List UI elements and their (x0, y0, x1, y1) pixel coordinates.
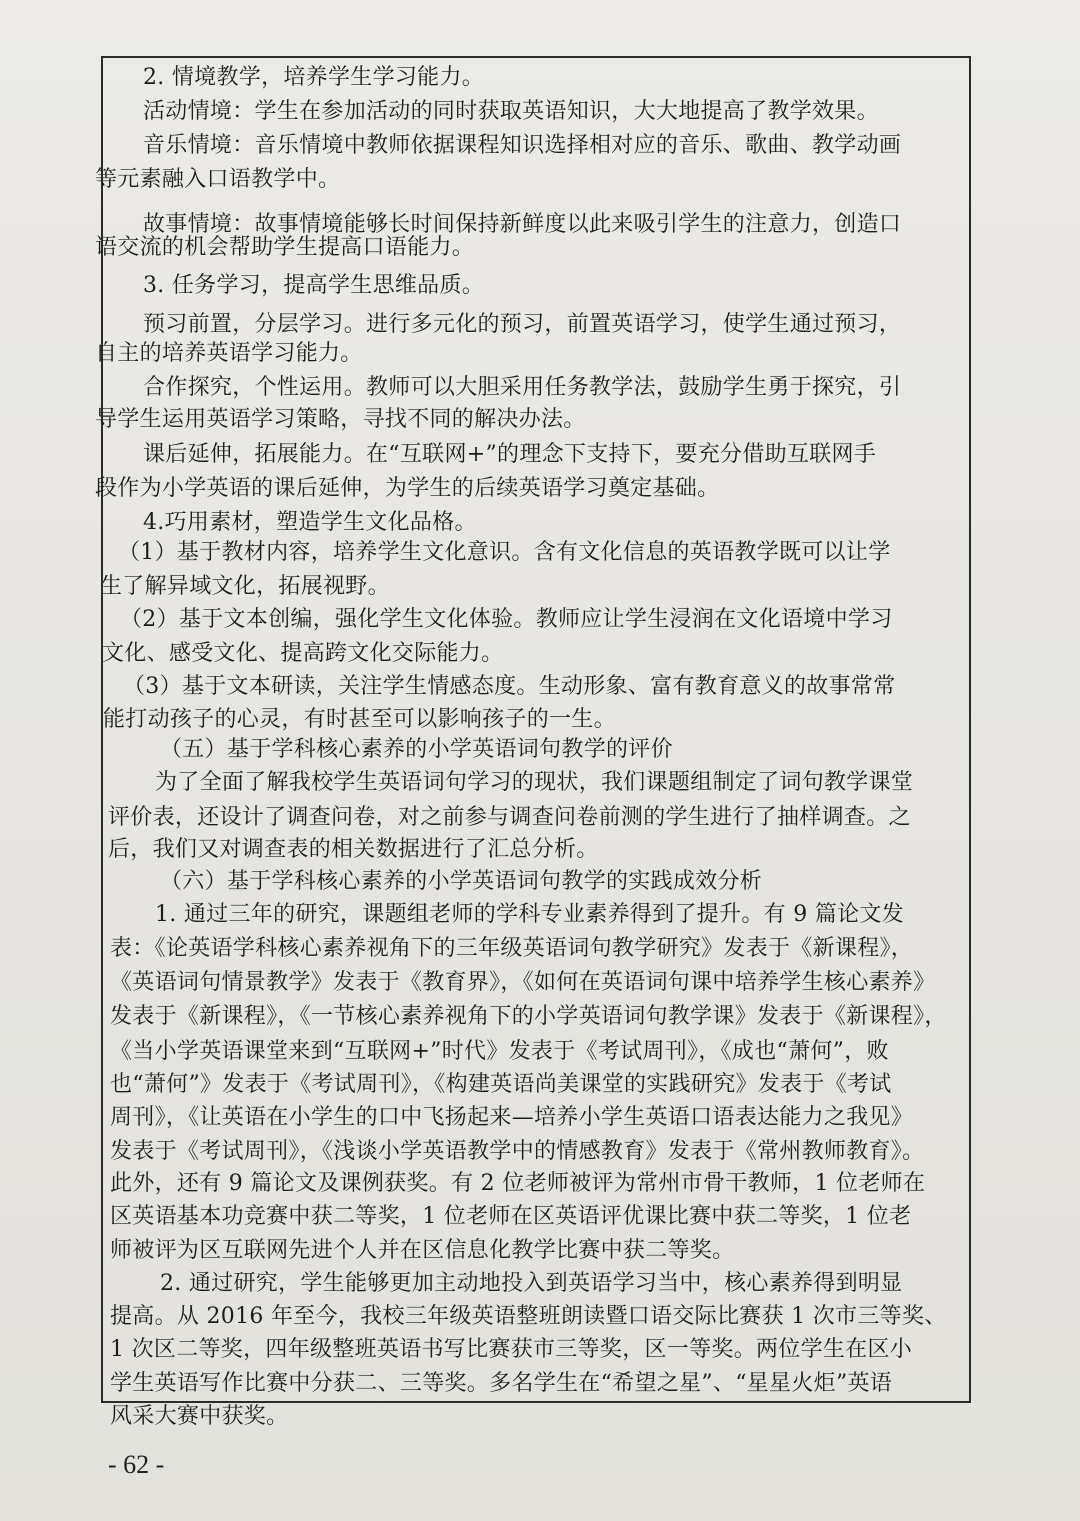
text-line: （六）基于学科核心素养的小学英语词句教学的实践成效分析 (160, 869, 763, 894)
text-line: 故事情境：故事情境能够长时间保持新鲜度以此来吸引学生的注意力，创造口 (143, 212, 902, 237)
text-line: （2）基于文本创编，强化学生文化体验。教师应让学生浸润在文化语境中学习 (120, 607, 893, 632)
text-line: （3）基于文本研读，关注学生情感态度。生动形象、富有教育意义的故事常常 (123, 674, 896, 699)
text-line: 提高。从 2016 年至今，我校三年级英语整班朗读暨口语交际比赛获 1 次市三等奖、 (110, 1304, 947, 1329)
text-line: 后，我们又对调查表的相关数据进行了汇总分析。 (108, 837, 599, 862)
text-line: 自主的培养英语学习能力。 (95, 341, 363, 366)
text-line: 语交流的机会帮助学生提高口语能力。 (95, 235, 475, 260)
text-line: （1）基于教材内容，培养学生文化意识。含有文化信息的英语教学既可以让学 (118, 540, 891, 565)
text-line: 周刊》，《让英语在小学生的口中飞扬起来—培养小学生英语口语表达能力之我见》 (110, 1105, 914, 1130)
text-line: 2. 通过研究，学生能够更加主动地投入到英语学习当中，核心素养得到明显 (160, 1271, 903, 1296)
text-line: 能打动孩子的心灵，有时甚至可以影响孩子的一生。 (103, 707, 616, 732)
text-line: 《当小学英语课堂来到“互联网+”时代》发表于《考试周刊》，《成也“萧何”，败 (110, 1039, 889, 1064)
text-line: 发表于《考试周刊》，《浅谈小学英语教学中的情感教育》发表于《常州教师教育》。 (110, 1139, 925, 1164)
text-line: 合作探究，个性运用。教师可以大胆采用任务教学法，鼓励学生勇于探究，引 (143, 375, 902, 400)
text-line: 风采大赛中获奖。 (110, 1404, 289, 1429)
text-line: 师被评为区互联网先进个人并在区信息化教学比赛中获二等奖。 (110, 1238, 735, 1263)
text-line: 3. 任务学习，提高学生思维品质。 (143, 273, 485, 298)
text-line: 导学生运用英语学习策略，寻找不同的解决办法。 (95, 407, 586, 432)
text-line: 段作为小学英语的课后延伸，为学生的后续英语学习奠定基础。 (95, 476, 720, 501)
text-line: 区英语基本功竞赛中获二等奖，1 位老师在区英语评优课比赛中获二等奖，1 位老 (110, 1204, 912, 1229)
text-line: 等元素融入口语教学中。 (95, 167, 341, 192)
text-line: 2. 情境教学，培养学生学习能力。 (143, 65, 485, 90)
text-line: 音乐情境：音乐情境中教师依据课程知识选择相对应的音乐、歌曲、教学动画 (143, 133, 902, 158)
text-line: 文化、感受文化、提高跨文化交际能力。 (102, 641, 504, 666)
page-number: - 62 - (108, 1450, 165, 1479)
text-line: 1. 通过三年的研究，课题组老师的学科专业素养得到了提升。有 9 篇论文发 (155, 902, 905, 927)
text-line: 生了解异域文化，拓展视野。 (100, 574, 390, 599)
text-line: 课后延伸，拓展能力。在“互联网+”的理念下支持下，要充分借助互联网手 (143, 442, 877, 467)
text-line: 学生英语写作比赛中分获二、三等奖。多名学生在“希望之星”、“星星火炬”英语 (110, 1371, 893, 1396)
text-line: 4.巧用素材，塑造学生文化品格。 (143, 510, 477, 535)
text-line: 表：《论英语学科核心素养视角下的三年级英语词句教学研究》发表于《新课程》， (110, 936, 914, 961)
text-line: 评价表，还设计了调查问卷，对之前参与调查问卷前测的学生进行了抽样调查。之 (108, 805, 911, 830)
text-line: 《英语词句情景教学》发表于《教育界》，《如何在英语词句课中培养学生核心素养》 (110, 970, 936, 995)
text-line: 预习前置，分层学习。进行多元化的预习，前置英语学习，使学生通过预习， (143, 312, 902, 337)
text-line: 发表于《新课程》，《一节核心素养视角下的小学英语词句教学课》发表于《新课程》， (110, 1004, 947, 1029)
text-line: 为了全面了解我校学生英语词句学习的现状，我们课题组制定了词句教学课堂 (155, 770, 914, 795)
text-line: （五）基于学科核心素养的小学英语词句教学的评价 (160, 737, 673, 762)
text-line: 也“萧何”》发表于《考试周刊》，《构建英语尚美课堂的实践研究》发表于《考试 (110, 1072, 892, 1097)
text-line: 1 次区二等奖，四年级整班英语书写比赛获市三等奖，区一等奖。两位学生在区小 (110, 1337, 913, 1362)
text-line: 活动情境：学生在参加活动的同时获取英语知识，大大地提高了教学效果。 (143, 99, 879, 124)
text-line: 此外，还有 9 篇论文及课例获奖。有 2 位老师被评为常州市骨干教师，1 位老师在 (110, 1171, 926, 1196)
